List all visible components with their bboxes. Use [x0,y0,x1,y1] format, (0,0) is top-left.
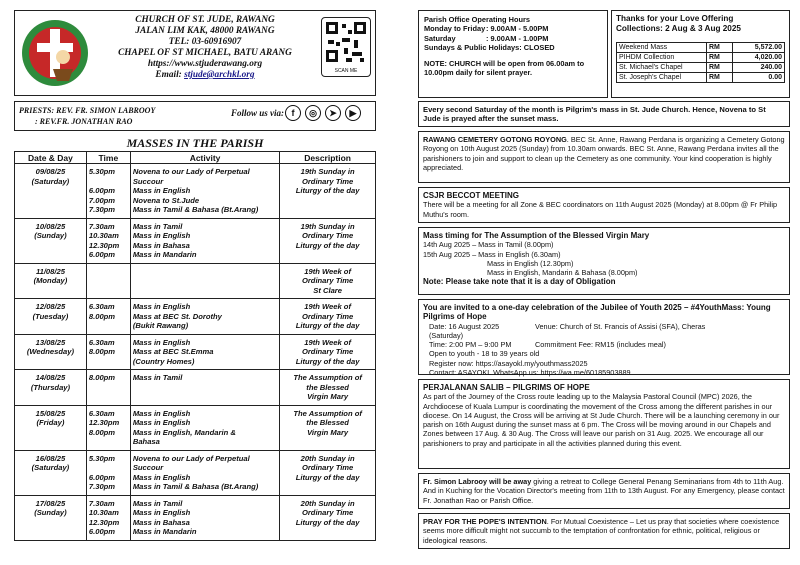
mass-description [280,164,376,219]
email-link[interactable]: stjude@archkl.org [184,70,255,80]
assumption-line: 14th Aug 2025 – Mass in Tamil (8.00pm) [423,240,554,250]
mass-description [280,495,376,540]
mass-description-line: 19th Week of [304,266,351,276]
mass-time-line [89,463,128,473]
mass-description-line: Liturgy of the day [295,240,360,250]
mass-activity-line: Succour [132,176,164,186]
masses-title: MASSES IN THE PARISH [126,136,264,150]
mass-activity-line: Mass in English [132,302,191,311]
mass-time [86,334,130,370]
mass-time-line: 7.30am [88,498,115,508]
cemetery-text: . BEC St. Anne, Rawang Perdana is organizing a Cemetery Gotong Royong on 10th August 2025 (Sunday) from 10.30am onwards. BEC St. Anne, Rawang Perdana invites all the parishioners to join and support to clean up the Cemetery as one community. Your kind cooperation is highly appreciated. [423,135,785,172]
mass-activity-line: Mass at BEC St. Dorothy [132,311,222,321]
offering-row [617,73,785,83]
youth-row [423,322,785,341]
mass-day: (Monday) [33,276,68,285]
office-sundays: Sundays & Public Holidays: CLOSED [424,43,555,53]
mass-date: 16/08/25 [35,453,66,463]
mass-activity-line: Mass in Mandarin [132,250,197,259]
mass-time-line: 12.30pm [88,517,120,527]
church-info [95,15,315,81]
priest-1: PRIESTS: REV. FR. SIMON LABROOY [19,106,156,115]
salib-title: PERJALANAN SALIB – PILGRIMS OF HOPE [423,383,590,392]
mass-row [15,450,376,495]
offering-currency: RM [707,43,733,53]
mass-date: 12/08/25 [35,302,66,311]
offering-amount: 0.00 [733,73,785,83]
telegram-icon[interactable]: ➤ [325,105,341,121]
youth-time: Time: 2:00 PM – 9:00 PM [429,340,512,350]
mass-day: (Saturday) [31,176,70,186]
mass-description [280,334,376,370]
mass-time-line: 8.00pm [88,427,116,437]
mass-time-line: 6.30am [88,302,115,311]
pope-notice [418,513,790,549]
mass-activity-line: Mass in English [132,508,191,517]
mass-time [86,370,130,406]
left-page [14,10,376,555]
mass-day: (Sunday) [34,508,67,517]
mass-time-line [89,177,128,187]
cemetery-title: RAWANG CEMETERY GOTONG ROYONG [423,135,567,144]
mass-activity-line: Bahasa [132,437,160,446]
pope-text: . For Mutual Coexistence – Let us pray that societies where coexistence seems more difficult might not succumb to the temptation of confrontation for ethnic, political, religious or ideological reasons. [423,517,780,545]
mass-day: (Tuesday) [32,311,69,321]
church-website[interactable]: https://www.stjuderawang.org [147,59,263,69]
mass-time-line: 8.00pm [88,347,116,356]
offering-row [617,53,785,63]
mass-description-line: Ordinary Time [301,176,354,186]
mass-description-line: St Clare [313,285,342,295]
mass-time-line: 10.30am [88,508,119,517]
mass-activity-line: Mass in Bahasa [132,240,190,250]
offering-title: Thanks for your Love Offering [616,14,734,23]
mass-activity-line: Mass in Tamil & Bahasa (Bt.Arang) [132,205,259,214]
mass-row [15,370,376,406]
office-hours: : 9.00AM - 5.00PM [486,24,549,34]
mass-description [280,263,376,299]
church-tel: TEL: 03-60916907 [168,37,242,47]
mass-activity-line: Mass in Tamil [132,498,183,508]
youtube-icon[interactable]: ▶ [345,105,361,121]
masses-header-row [15,152,376,164]
chapel-name: CHAPEL OF ST MICHAEL, BATU ARANG [118,48,292,58]
mass-activity-line: Mass at BEC St.Emma [132,347,214,356]
office-row [424,24,602,33]
mass-time [86,299,130,335]
mass-time-line: 10.30am [88,231,119,240]
mass-description-line: Liturgy of the day [295,356,360,366]
mass-description-line: Liturgy of the day [295,186,360,195]
mass-description-line: The Assumption of [293,373,362,382]
mass-day: (Sunday) [34,231,67,240]
mass-time [86,495,130,540]
qr-code-icon [322,18,370,66]
mass-date: 11/08/25 [35,266,65,276]
mass-row [15,263,376,299]
mass-time-line: 5.30pm [88,453,116,463]
mass-time-line: 6.00pm [88,250,116,259]
mass-date: 15/08/25 [35,408,66,418]
mass-activity-line: Mass in Tamil [132,221,183,231]
offering-box [611,10,790,98]
away-notice [418,473,790,509]
mass-time-line: 6.00pm [88,186,116,195]
mass-activity-line: Novena to our Lady of Perpetual [132,453,250,463]
office-note: NOTE: CHURCH will be open from 06.00am to 10.00pm daily for silent prayer. [424,58,585,78]
mass-activity [130,334,279,370]
mass-row [15,405,376,450]
mass-description-line: Liturgy of the day [295,517,360,527]
assumption-line: Mass in English, Mandarin & Bahasa (8.00pm) [487,268,638,278]
mass-date-cell [15,218,87,263]
mass-activity [130,218,279,263]
mass-time-line: 7.30pm [88,482,116,491]
col-description: Description [280,152,376,164]
qr-label: SCAN ME [334,68,358,74]
right-page [418,10,790,555]
mass-day: (Wednesday) [26,347,74,356]
mass-time-line: 8.00pm [88,373,116,382]
offering-currency: RM [707,53,733,63]
mass-activity-line: Succour [132,463,164,472]
assumption-note: Note: Please take note that it is a day of Obligation [423,277,616,287]
col-time: Time [86,152,130,164]
mass-time-line: 7.30pm [88,205,116,214]
mass-date-cell [15,263,87,299]
mass-activity-line: (Bukit Rawang) [132,321,189,330]
assumption-line: Mass in English (12.30pm) [487,258,574,268]
cemetery-notice [418,131,790,183]
mass-time-line: 7.00pm [88,195,116,205]
mass-activity [130,450,279,495]
mass-activity-line: Mass in English [132,418,191,427]
mass-activity-line: Mass in Tamil & Bahasa (Bt.Arang) [132,482,259,491]
mass-time [86,218,130,263]
mass-activity-line: Novena to St.Jude [132,195,200,205]
mass-description-line: 20th Sunday in [300,498,355,508]
offering-label: St. Michael's Chapel [617,63,707,73]
mass-date: 09/08/25 [35,167,66,176]
mass-time-line: 8.00pm [88,311,116,321]
mass-date-cell [15,450,87,495]
assumption-notice [418,227,790,295]
csjr-notice [418,187,790,223]
mass-activity [130,263,279,299]
pope-title: PRAY FOR THE POPE'S INTENTION [423,517,547,526]
away-title: Fr. Simon Labrooy will be away [423,477,532,486]
church-address: JALAN LIM KAK, 48000 RAWANG [135,26,275,36]
mass-activity-line: Mass in English [132,337,191,347]
mass-description [280,218,376,263]
mass-activity [130,495,279,540]
mass-date: 17/08/25 [35,498,66,508]
masses-body [15,164,376,541]
youth-contact[interactable]: Contact: ASAYOKL WhatsApp us: https://wa.me/60185903889 [429,368,631,378]
mass-time [86,450,130,495]
mass-activity-line: Mass in English [132,231,191,240]
office-row [424,34,602,43]
offering-label: PIHDM Collection [617,53,707,63]
mass-activity-line: (Country Homes) [132,356,195,366]
mass-activity-line: Novena to our Lady of Perpetual [132,167,250,176]
mass-description-line: Virgin Mary [307,427,349,437]
mass-time-line: 6.00pm [88,527,116,536]
offering-amount: 5,572.00 [733,43,785,53]
youth-row [423,340,785,349]
mass-description-line: 19th Week of [304,302,351,311]
assumption-title: Mass timing for The Assumption of the Blessed Virgin Mary [423,231,650,240]
office-hours-box [418,10,608,98]
col-activity: Activity [130,152,279,164]
mass-date: 10/08/25 [35,221,66,231]
mass-row [15,334,376,370]
email-line [95,70,315,81]
mass-activity-line: Mass in Mandarin [132,527,197,536]
offering-label: Weekend Mass [617,43,707,53]
mass-description [280,299,376,335]
mass-description-line: Ordinary Time [301,311,354,321]
mass-description-line: 19th Sunday in [300,167,355,176]
mass-description-line: Ordinary Time [301,508,354,517]
mass-date-cell [15,370,87,406]
mass-time [86,164,130,219]
mass-description-line: Liturgy of the day [295,321,360,330]
mass-time-line: 5.30pm [88,167,116,176]
priests-list [19,105,155,127]
youth-open: Open to youth - 18 to 39 years old [429,349,540,359]
office-day: Saturday [424,33,456,43]
qr-code[interactable] [321,17,371,77]
mass-activity-line: Mass in Tamil [132,373,183,382]
masses-table [14,151,376,541]
mass-date-cell [15,299,87,335]
col-date: Date & Day [15,152,87,164]
mass-description-line: Virgin Mary [307,392,349,401]
salib-text: As part of the Journey of the Cross route leading up to the Malaysia Pastoral Council (MPC) 2026, the Archdiocese of Kuala Lumpur is coordinating the movement of the Cross among the different parishes in our diocese. On 14 August, the Cross will be arriving at St Jude Church. There will be a launching ceremony in our parish on 16th August during the sunset mass at 6 pm. The Cross will be moving around in our Chapels and Zones between 17 Aug. & 30 Aug. The Cross will leave our parish on 31 Aug. 2025. We encourage all our parishioners to pray and participate in all the activities planned during this event. [423,392,780,448]
mass-activity [130,405,279,450]
assumption-line: 15th Aug 2025 – Mass in English (6.30am) [423,249,561,259]
youth-date: Date: 16 August 2025 (Saturday) [429,321,500,340]
mass-description [280,450,376,495]
mass-activity-line: Mass in English, Mandarin & [132,427,236,437]
youth-venue: Venue: Church of St. Francis of Assisi (SFA), Cheras [535,321,706,331]
away-text: giving a retreat to College General Penang Seminarians from 4th to 11th Aug. And in Kuching for the Vocation Director's meeting from 11th to 13th August. For any Emergency, please contact Fr. Jonathan Rao or Parish Office. [423,477,785,505]
csjr-text: There will be a meeting for all Zone & BEC coordinators on 11th August 2025 (Monday) at 8.00pm @ Fr Philip Muthu's room. [423,200,778,219]
mass-activity-line: Mass in Bahasa [132,517,190,527]
mass-description-line: Ordinary Time [301,347,354,356]
mass-description-line: Ordinary Time [301,231,354,240]
csjr-title: CSJR BECCOT MEETING [423,191,520,200]
mass-day: (Friday) [36,418,65,427]
office-title: Parish Office Operating Hours [424,15,530,24]
mass-time [86,263,130,299]
mass-time-line: 6.30am [88,408,115,418]
mass-date-cell [15,405,87,450]
mass-time [86,405,130,450]
church-header [14,10,376,96]
offering-amount: 240.00 [733,63,785,73]
church-name: CHURCH OF ST. JUDE, RAWANG [135,15,275,25]
mass-description-line: the Blessed [306,382,349,392]
office-hours: : 9.00AM - 1.00PM [486,33,549,43]
mass-date-cell [15,334,87,370]
mass-activity [130,164,279,219]
mass-description-line: Liturgy of the day [295,472,360,482]
offering-row [617,43,785,53]
parish-logo [19,17,91,89]
offering-table [616,42,785,83]
mass-row [15,495,376,540]
instagram-icon[interactable]: ◎ [305,105,321,121]
offering-amount: 4,020.00 [733,53,785,63]
youth-title: You are invited to a one-day celebration of the Jubilee of Youth 2025 – #4YouthMass: Young Pilgrims of Hope [423,303,771,322]
youth-register[interactable]: Register now: https://asayokl.my/youthmass2025 [429,358,588,368]
email-label: Email: [155,70,182,80]
mass-time-line: 6.00pm [88,472,116,482]
mass-activity [130,370,279,406]
salib-notice [418,379,790,469]
mass-activity-line: Mass in English [132,186,191,195]
follow-label: Follow us via: [231,108,285,118]
mass-description [280,370,376,406]
mass-description-line: 19th Sunday in [300,221,355,231]
facebook-icon[interactable]: f [285,105,301,121]
offering-subtitle: Collections: 2 Aug & 3 Aug 2025 [616,24,741,33]
youth-notice [418,299,790,378]
offering-currency: RM [707,73,733,83]
youth-fee: Commitment Fee: RM15 (includes meal) [535,340,666,350]
pilgrim-notice: Every second Saturday of the month is Pilgrim's mass in St. Jude Church. Hence, Novena to St Jude is prayed after the sunset mass. [418,101,790,127]
mass-time-line: 12.30pm [88,418,120,427]
offering-row [617,63,785,73]
office-day: Monday to Friday [424,24,486,34]
mass-day: (Thursday) [30,382,71,392]
mass-date-cell [15,495,87,540]
mass-activity [130,299,279,335]
priests-box [14,101,376,131]
mass-description-line: The Assumption of [293,408,362,418]
mass-row [15,299,376,335]
mass-activity-line: Mass in English [132,408,191,418]
offering-label: St. Joseph's Chapel [617,73,707,83]
mass-time-line: 12.30pm [88,240,120,250]
mass-day: (Saturday) [31,463,70,472]
mass-description-line: Ordinary Time [301,276,354,285]
mass-description-line: Ordinary Time [301,463,354,472]
priest-2: : REV.FR. JONATHAN RAO [35,117,133,126]
mass-description [280,405,376,450]
mass-time-line: 6.30am [88,337,115,347]
mass-time-line: 7.30am [88,221,115,231]
mass-activity-line: Mass in English [132,472,191,482]
mass-date: 14/08/25 [35,373,66,382]
mass-date: 13/08/25 [35,337,66,347]
mass-description-line: 19th Week of [304,337,351,347]
mass-date-cell [15,164,87,219]
mass-description-line: the Blessed [306,418,349,427]
mass-row [15,218,376,263]
offering-currency: RM [707,63,733,73]
mass-row [15,164,376,219]
mass-description-line: 20th Sunday in [300,453,355,463]
